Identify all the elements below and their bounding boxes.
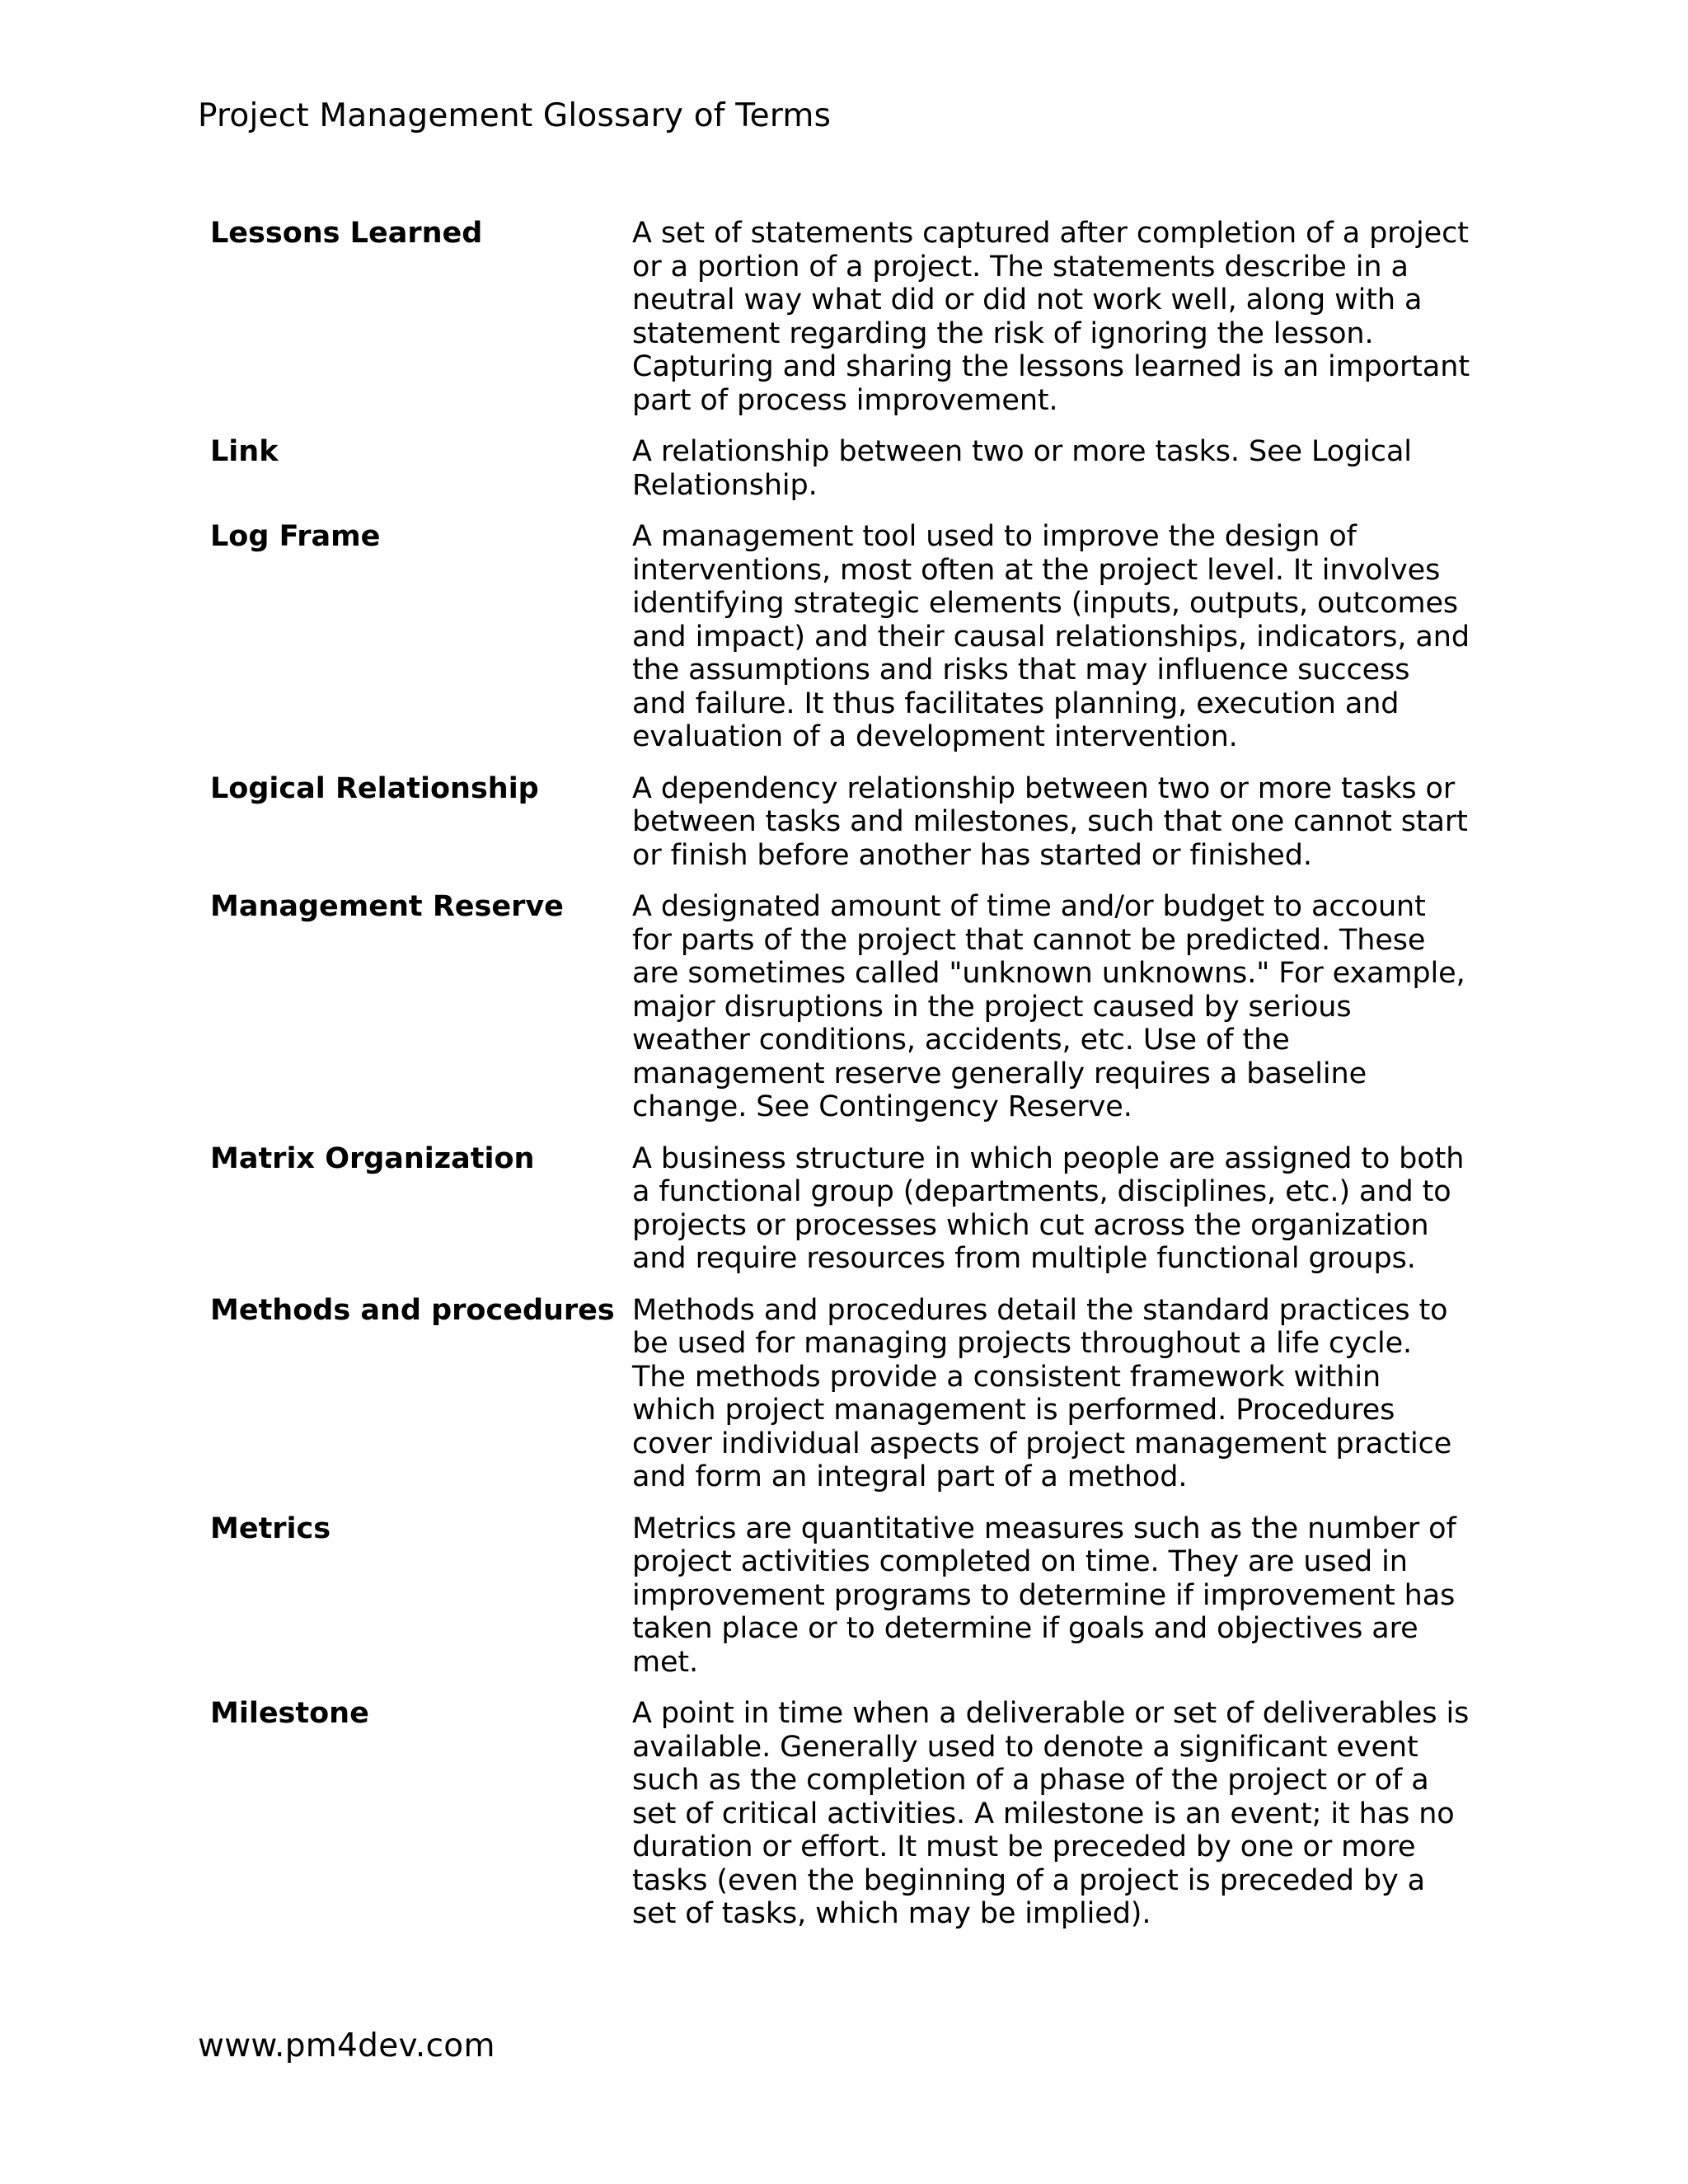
glossary-definition: A management tool used to improve the design of interventions, most often at the project level. It involves identifying strategic elements (inputs, outputs, outcomes and impact) and their causal relationships, indicators, and the assumptions and risks that may influence success and failure. It thus facilitates planning, execution and evaluation of a development intervention. <box>632 520 1470 753</box>
glossary-term: Methods and procedures <box>210 1293 615 1327</box>
glossary-definition: A business structure in which people are assigned to both a functional group (departments, disciplines, etc.) and to projects or processes which cut across the organization and require resources from multiple functional groups. <box>632 1141 1465 1275</box>
glossary-term: Milestone <box>210 1697 369 1730</box>
glossary-entry-link <box>210 435 1471 502</box>
glossary-definition: A dependency relationship between two or more tasks or between tasks and milestones, such that one cannot start or finish before another has started or finished. <box>632 771 1468 872</box>
glossary-entry-lessons-learned <box>210 217 1471 417</box>
glossary-term: Log Frame <box>210 520 381 553</box>
glossary-definition: A point in time when a deliverable or set of deliverables is available. Generally used to denote a significant event such as the completion of a phase of the project or of a set of critical activities. A milestone is an event; it has no duration or effort. It must be preceded by one or more tasks (even the beginning of a project is preceded by a set of tasks, which may be implied). <box>632 1697 1470 1930</box>
glossary-entry-matrix-organization <box>210 1142 1471 1276</box>
glossary-term: Lessons Learned <box>210 217 483 250</box>
page-title: Project Management Glossary of Terms <box>198 97 832 134</box>
glossary-entry-log-frame <box>210 520 1471 754</box>
glossary-definition: A designated amount of time and/or budget to account for parts of the project that cannot be predicted. These are sometimes called "unknown unknowns." For example, major disruptions in the project caused by serious weather conditions, accidents, etc. Use of the management reserve generally requires a baseline change. See Contingency Reserve. <box>632 890 1465 1123</box>
glossary-definition: Methods and procedures detail the standard practices to be used for managing projects throughout a life cycle. The methods provide a consistent framework within which project management is performed. Procedures cover individual aspects of project management practice and form an integral part of a method. <box>632 1293 1452 1493</box>
glossary-entry-milestone <box>210 1697 1471 1931</box>
glossary-definition: A relationship between two or more tasks. See Logical Relationship. <box>632 435 1412 502</box>
glossary-definition: A set of statements captured after completion of a project or a portion of a project. The statements describe in a neutral way what did or did not work well, along with a statement regarding the risk of ignoring the lesson. Capturing and sharing the lessons learned is an important part of process improvement. <box>632 217 1470 417</box>
glossary-list <box>210 217 1471 1949</box>
glossary-entry-methods-and-procedures <box>210 1294 1471 1494</box>
footer-url: www.pm4dev.com <box>198 2027 495 2064</box>
glossary-entry-logical-relationship <box>210 772 1471 873</box>
glossary-entry-metrics <box>210 1512 1471 1680</box>
glossary-term: Metrics <box>210 1511 331 1545</box>
glossary-term: Matrix Organization <box>210 1141 535 1175</box>
glossary-definition: Metrics are quantitative measures such as the number of project activities completed on time. They are used in improvement programs to determine if improvement has taken place or to determine if goals and objectives are met. <box>632 1511 1456 1679</box>
glossary-term: Management Reserve <box>210 890 564 923</box>
glossary-entry-management-reserve <box>210 890 1471 1124</box>
glossary-term: Link <box>210 435 279 468</box>
glossary-term: Logical Relationship <box>210 771 539 805</box>
